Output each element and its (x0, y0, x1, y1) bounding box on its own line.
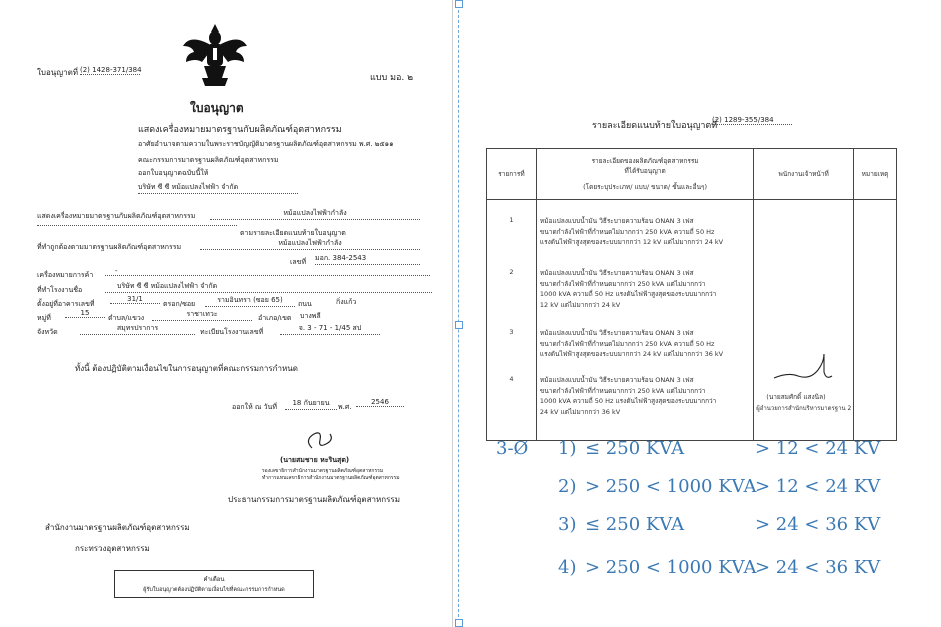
field-value: บริษัท ซี ซี หม้อแปลงไฟฟ้า จำกัด (105, 281, 432, 293)
field-label: แสดงเครื่องหมายมาตรฐานกับผลิตภัณฑ์อุตสาหกรรม (37, 212, 196, 220)
company-name: บริษัท ซี ซี หม้อแปลงไฟฟ้า จำกัด (138, 182, 298, 194)
item-no: 4 (509, 375, 514, 383)
col-detail-line: รายละเอียดของผลิตภัณฑ์อุตสาหกรรม (591, 157, 699, 165)
detail-line: ขนาดกำลังไฟฟ้าที่กำหนดไม่มากกว่า 250 kVA ความถี่ 50 Hz (539, 227, 715, 236)
attachment-license-no: (2) 1289-355/384 (712, 116, 792, 125)
item-detail (540, 216, 750, 268)
field-label: ถนน (298, 300, 312, 308)
item-detail (540, 328, 750, 375)
annotation-item-no: 3) (558, 514, 577, 535)
warning-title: คำเตือน (203, 576, 225, 583)
field-label: ตำบล/แขวง (108, 314, 145, 322)
license-subtitle: แสดงเครื่องหมายมาตรฐานกับผลิตภัณฑ์อุตสาหกรรม (138, 125, 342, 135)
item-detail (540, 375, 750, 417)
field-label: จังหวัด (37, 328, 58, 336)
resize-handle[interactable] (455, 619, 463, 627)
warning-text: ผู้รับใบอนุญาตต้องปฏิบัติตามเงื่อนไขที่คณะกรรมการกำหนด (143, 587, 285, 593)
field-value: 15 (65, 309, 105, 318)
authority-line: อาศัยอำนาจตามความในพระราชบัญญัติมาตรฐานผลิตภัณฑ์อุตสาหกรรม พ.ศ. ๒๕๑๑ (138, 140, 394, 148)
col-detail (536, 149, 753, 200)
field-label: ตรอก/ซอย (163, 300, 196, 308)
annotation-power: > 250 < 1000 KVA (585, 557, 757, 578)
field-value: จ. 3 - 71 - 1/45 สป (280, 323, 380, 335)
note-cell (854, 200, 897, 441)
field-label: ทะเบียนโรงงานเลขที่ (200, 328, 264, 336)
product-detail-table (486, 148, 897, 441)
item-numbers (487, 200, 537, 441)
signer-name: (นายสมชาย หะรินสุต) (280, 456, 350, 464)
officer-signature-icon (768, 350, 838, 386)
annotation-power: ≤ 250 KVA (585, 438, 685, 459)
col-note: หมายเหตุ (854, 149, 897, 200)
detail-line: 1000 kVA ความถี่ 50 Hz แรงดันไฟฟ้าสูงสุดของระบบมากกว่า (539, 290, 717, 298)
warning-box (114, 570, 314, 598)
detail-line: หม้อแปลงแบบน้ำมัน วิธีระบายความร้อน ONAN 3 เฟส (539, 217, 694, 225)
item-no: 3 (509, 328, 514, 336)
detail-line: ขนาดกำลังไฟฟ้าที่กำหนดมากกว่า 250 kVA แต่ไม่มากกว่า (539, 279, 706, 288)
form-code: แบบ มอ. ๒ (370, 73, 414, 83)
field-value: บางพลี (300, 312, 321, 320)
col-detail-line: ที่ได้รับอนุญาต (624, 167, 666, 175)
attachment-header-label: รายละเอียดแนบท้ายใบอนุญาตที่ (592, 121, 718, 131)
col-officer: พนักงานเจ้าหน้าที่ (754, 149, 854, 200)
officer-position: ผู้อำนวยการสำนักบริหารมาตรฐาน 2 (756, 405, 852, 412)
detail-line: ขนาดกำลังไฟฟ้าที่กำหนดมากกว่า 250 kVA แต่ไม่มากกว่า (539, 386, 706, 395)
signer-position: รองเลขาธิการสำนักงานมาตรฐานผลิตภัณฑ์อุตสาหกรรม (262, 468, 384, 474)
signature-icon (300, 428, 340, 452)
detail-line: 1000 kVA ความถี่ 50 Hz แรงดันไฟฟ้าสูงสุดของระบบมากกว่า (539, 397, 717, 405)
field-value: หม้อแปลงไฟฟ้ากำลัง (200, 238, 420, 250)
annotation-power: ≤ 250 KVA (585, 514, 685, 535)
detail-line: 24 kV แต่ไม่มากกว่า 36 kV (539, 407, 621, 416)
issued-day-month: 18 กันยายน (285, 398, 337, 410)
field-label: อำเภอ/เขต (258, 314, 292, 322)
annotation-item-no: 4) (558, 557, 577, 578)
annotation-voltage: > 12 < 24 KV (755, 476, 881, 497)
signer-acting: ทำการแทนเลขาธิการสำนักงานมาตรฐานผลิตภัณฑ์อุตสาหกรรม (262, 475, 400, 481)
chair-title: ประธานกรรมการมาตรฐานผลิตภัณฑ์อุตสาหกรรม (228, 495, 400, 504)
annotation-power: > 250 < 1000 KVA (585, 476, 757, 497)
item-no: 1 (509, 216, 514, 224)
year-label: พ.ศ. (338, 403, 352, 411)
field-label: หมู่ที่ (37, 314, 51, 322)
field-value: ตามรายละเอียดแนบท้ายใบอนุญาต (240, 229, 346, 237)
officer-cell (754, 200, 854, 441)
field-value: สมุทรปราการ (80, 323, 195, 335)
office-name: สำนักงานมาตรฐานผลิตภัณฑ์อุตสาหกรรม (45, 523, 190, 532)
table-body-row (487, 200, 897, 441)
issued-year: 2546 (356, 398, 404, 407)
license-page (0, 0, 453, 627)
field-value: หม้อแปลงไฟฟ้ากำลัง (210, 208, 420, 220)
detail-line: ขนาดกำลังไฟฟ้าที่กำหนดไม่มากกว่า 250 kVA ความถี่ 50 Hz (539, 339, 715, 348)
license-no-label: ใบอนุญาตที่ (37, 68, 79, 77)
garuda-emblem-icon (180, 20, 250, 90)
table-header-row (487, 149, 897, 200)
annotation-voltage: > 12 < 24 KV (755, 438, 881, 459)
committee-line: คณะกรรมการมาตรฐานผลิตภัณฑ์อุตสาหกรรม (138, 156, 279, 164)
item-no: 2 (509, 268, 514, 276)
field-value: - (105, 267, 430, 276)
phase-annotation: 3-Ø (496, 438, 529, 459)
condition-text: ทั้งนี้ ต้องปฏิบัติตามเงื่อนไขในการอนุญาตที่คณะกรรมการกำหนด (75, 364, 298, 373)
field-value: รามอินทรา (ซอย 65) (205, 295, 295, 307)
issued-to-line: ออกใบอนุญาตฉบับนี้ให้ (138, 169, 209, 177)
field-value: ราชาเทวะ (152, 309, 252, 321)
field-label: ที่ทำถูกต้องตามมาตรฐานผลิตภัณฑ์อุตสาหกรรม (37, 243, 182, 251)
field-label: ที่ทำโรงงานชื่อ (37, 286, 83, 294)
resize-handle[interactable] (455, 321, 463, 329)
annotation-item-no: 1) (558, 438, 577, 459)
detail-line: แรงดันไฟฟ้าสูงสุดของระบบมากกว่า 12 kV แต่ไม่มากกว่า 24 kV (539, 238, 724, 246)
license-no: (2) 1428-371/384 (80, 66, 142, 74)
resize-handle[interactable] (455, 0, 463, 8)
field-value: 31/1 (110, 295, 160, 304)
detail-line: แรงดันไฟฟ้าสูงสุดของระบบมากกว่า 24 kV แต่ไม่มากกว่า 36 kV (539, 350, 724, 358)
field-label: เครื่องหมายการค้า (37, 271, 94, 279)
field-value: มอก. 384-2543 (315, 253, 420, 265)
officer-name: (นายสมศักดิ์ แสงนิล) (766, 393, 826, 401)
item-detail (540, 268, 750, 328)
field-label: ตั้งอยู่ที่อาคารเลขที่ (37, 300, 95, 308)
field-value: กิ่งแก้ว (336, 298, 357, 306)
detail-line: หม้อแปลงแบบน้ำมัน วิธีระบายความร้อน ONAN 3 เฟส (539, 329, 694, 337)
annotation-voltage: > 24 < 36 KV (755, 514, 881, 535)
col-item: รายการที่ (487, 149, 537, 200)
item-details (536, 200, 753, 441)
detail-line: 12 kV แต่ไม่มากกว่า 24 kV (539, 300, 621, 309)
col-detail-line: (โดยระบุประเภท/ แบบ/ ขนาด/ ชั้นและอื่นๆ) (583, 183, 708, 191)
ministry-name: กระทรวงอุตสาหกรรม (75, 544, 150, 553)
field-label: เลขที่ (290, 258, 307, 266)
annotation-item-no: 2) (558, 476, 577, 497)
detail-line: หม้อแปลงแบบน้ำมัน วิธีระบายความร้อน ONAN 3 เฟส (539, 376, 694, 384)
issued-label: ออกให้ ณ วันที่ (232, 403, 277, 411)
annotation-voltage: > 24 < 36 KV (755, 557, 881, 578)
detail-line: หม้อแปลงแบบน้ำมัน วิธีระบายความร้อน ONAN 3 เฟส (539, 269, 694, 277)
field-blank-line (37, 225, 237, 226)
license-title: ใบอนุญาต (190, 101, 244, 115)
